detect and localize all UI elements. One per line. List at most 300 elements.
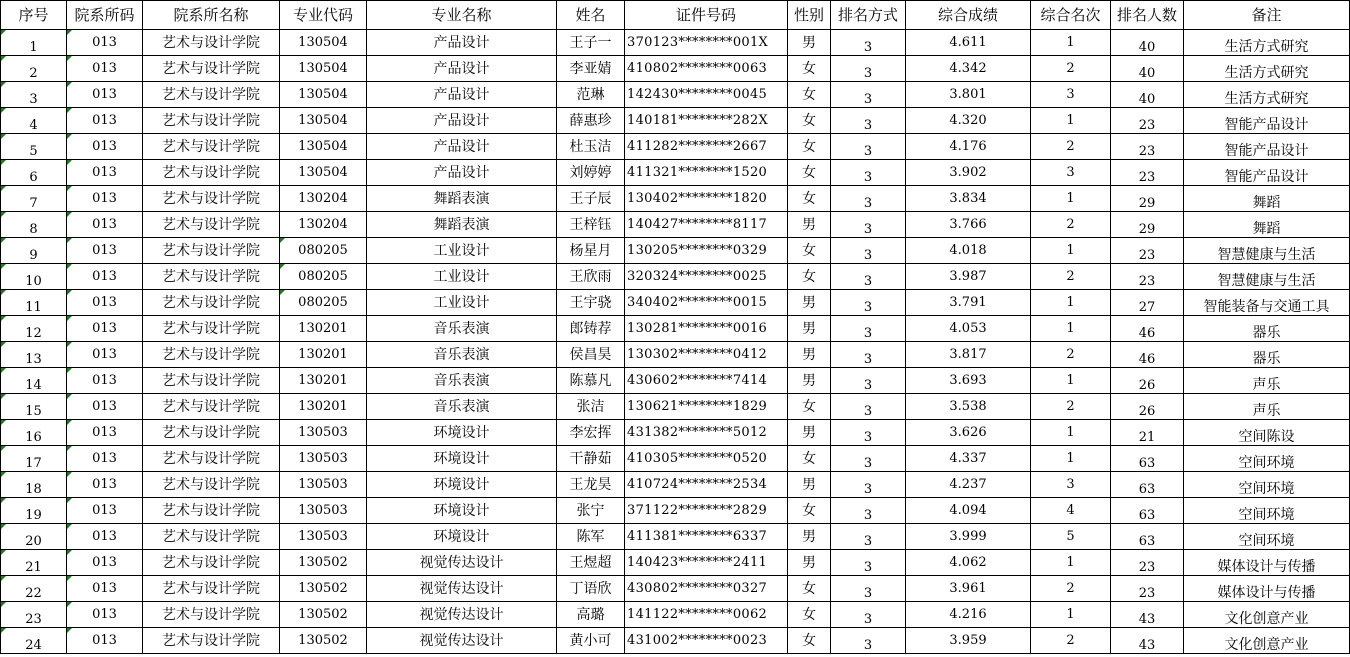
cell-col-note[interactable]: 舞蹈 [1184, 186, 1350, 212]
cell-col-rank-method[interactable]: 3 [831, 82, 906, 108]
cell-col-rank-count[interactable]: 46 [1111, 316, 1184, 342]
cell-col-dept-code[interactable]: 013 [67, 446, 143, 472]
cell-col-name[interactable]: 王煜超 [557, 550, 625, 576]
cell-col-dept-code[interactable]: 013 [67, 238, 143, 264]
cell-col-major-code[interactable]: 130201 [280, 316, 367, 342]
cell-col-name[interactable]: 陈慕凡 [557, 368, 625, 394]
cell-col-major-code[interactable]: 130201 [280, 394, 367, 420]
cell-col-gender[interactable]: 男 [788, 212, 831, 238]
cell-col-rank[interactable]: 1 [1031, 108, 1111, 134]
header-col-seq[interactable]: 序号 [1, 1, 67, 30]
cell-col-gender[interactable]: 男 [788, 290, 831, 316]
cell-col-major-name[interactable]: 产品设计 [367, 160, 557, 186]
cell-col-gender[interactable]: 男 [788, 316, 831, 342]
cell-col-note[interactable]: 媒体设计与传播 [1184, 576, 1350, 602]
cell-col-rank-count[interactable]: 63 [1111, 446, 1184, 472]
cell-col-rank-count[interactable]: 23 [1111, 134, 1184, 160]
cell-col-rank-count[interactable]: 40 [1111, 82, 1184, 108]
cell-col-rank[interactable]: 1 [1031, 550, 1111, 576]
cell-col-major-code[interactable]: 130503 [280, 524, 367, 550]
header-col-rank-count[interactable]: 排名人数 [1111, 1, 1184, 30]
cell-col-name[interactable]: 高璐 [557, 602, 625, 628]
cell-col-seq[interactable]: 11 [1, 290, 67, 316]
cell-col-dept-name[interactable]: 艺术与设计学院 [143, 446, 280, 472]
cell-col-major-name[interactable]: 音乐表演 [367, 394, 557, 420]
cell-col-dept-code[interactable]: 013 [67, 628, 143, 654]
cell-col-major-name[interactable]: 舞蹈表演 [367, 212, 557, 238]
cell-col-name[interactable]: 薛惠珍 [557, 108, 625, 134]
cell-col-major-name[interactable]: 工业设计 [367, 264, 557, 290]
header-col-rank-method[interactable]: 排名方式 [831, 1, 906, 30]
cell-col-score[interactable]: 3.626 [906, 420, 1031, 446]
cell-col-major-name[interactable]: 视觉传达设计 [367, 576, 557, 602]
cell-col-note[interactable]: 空间陈设 [1184, 420, 1350, 446]
cell-col-id-number[interactable]: 370123********001X [625, 30, 788, 56]
cell-col-rank-method[interactable]: 3 [831, 186, 906, 212]
cell-col-name[interactable]: 张洁 [557, 394, 625, 420]
cell-col-score[interactable]: 3.959 [906, 628, 1031, 654]
cell-col-dept-name[interactable]: 艺术与设计学院 [143, 264, 280, 290]
cell-col-dept-code[interactable]: 013 [67, 524, 143, 550]
cell-col-score[interactable]: 3.834 [906, 186, 1031, 212]
cell-col-rank[interactable]: 1 [1031, 186, 1111, 212]
cell-col-id-number[interactable]: 140181********282X [625, 108, 788, 134]
cell-col-dept-name[interactable]: 艺术与设计学院 [143, 290, 280, 316]
cell-col-rank[interactable]: 1 [1031, 602, 1111, 628]
cell-col-note[interactable]: 声乐 [1184, 368, 1350, 394]
cell-col-score[interactable]: 4.342 [906, 56, 1031, 82]
cell-col-dept-code[interactable]: 013 [67, 108, 143, 134]
cell-col-name[interactable]: 李亚婧 [557, 56, 625, 82]
cell-col-note[interactable]: 生活方式研究 [1184, 56, 1350, 82]
cell-col-dept-code[interactable]: 013 [67, 316, 143, 342]
cell-col-major-code[interactable]: 130502 [280, 576, 367, 602]
cell-col-rank[interactable]: 5 [1031, 524, 1111, 550]
cell-col-major-name[interactable]: 工业设计 [367, 238, 557, 264]
cell-col-dept-code[interactable]: 013 [67, 420, 143, 446]
cell-col-id-number[interactable]: 410724********2534 [625, 472, 788, 498]
cell-col-major-code[interactable]: 130504 [280, 134, 367, 160]
cell-col-note[interactable]: 智慧健康与生活 [1184, 238, 1350, 264]
cell-col-seq[interactable]: 22 [1, 576, 67, 602]
cell-col-id-number[interactable]: 130302********0412 [625, 342, 788, 368]
cell-col-rank-method[interactable]: 3 [831, 472, 906, 498]
cell-col-major-name[interactable]: 环境设计 [367, 498, 557, 524]
cell-col-id-number[interactable]: 141122********0062 [625, 602, 788, 628]
cell-col-rank-count[interactable]: 23 [1111, 576, 1184, 602]
cell-col-rank[interactable]: 2 [1031, 576, 1111, 602]
cell-col-seq[interactable]: 12 [1, 316, 67, 342]
cell-col-dept-name[interactable]: 艺术与设计学院 [143, 134, 280, 160]
cell-col-note[interactable]: 空间环境 [1184, 472, 1350, 498]
cell-col-seq[interactable]: 8 [1, 212, 67, 238]
cell-col-score[interactable]: 3.999 [906, 524, 1031, 550]
cell-col-dept-code[interactable]: 013 [67, 82, 143, 108]
cell-col-dept-name[interactable]: 艺术与设计学院 [143, 524, 280, 550]
cell-col-seq[interactable]: 23 [1, 602, 67, 628]
cell-col-major-name[interactable]: 音乐表演 [367, 316, 557, 342]
cell-col-name[interactable]: 王梓钰 [557, 212, 625, 238]
cell-col-note[interactable]: 智慧健康与生活 [1184, 264, 1350, 290]
cell-col-seq[interactable]: 15 [1, 394, 67, 420]
cell-col-id-number[interactable]: 130402********1820 [625, 186, 788, 212]
cell-col-rank-count[interactable]: 23 [1111, 550, 1184, 576]
cell-col-major-name[interactable]: 环境设计 [367, 446, 557, 472]
cell-col-rank[interactable]: 1 [1031, 316, 1111, 342]
cell-col-rank[interactable]: 2 [1031, 264, 1111, 290]
cell-col-gender[interactable]: 女 [788, 82, 831, 108]
cell-col-score[interactable]: 3.766 [906, 212, 1031, 238]
cell-col-id-number[interactable]: 130621********1829 [625, 394, 788, 420]
cell-col-dept-code[interactable]: 013 [67, 472, 143, 498]
cell-col-note[interactable]: 舞蹈 [1184, 212, 1350, 238]
cell-col-major-name[interactable]: 视觉传达设计 [367, 602, 557, 628]
cell-col-dept-code[interactable]: 013 [67, 30, 143, 56]
cell-col-rank-count[interactable]: 46 [1111, 342, 1184, 368]
cell-col-rank-count[interactable]: 21 [1111, 420, 1184, 446]
cell-col-seq[interactable]: 10 [1, 264, 67, 290]
cell-col-note[interactable]: 文化创意产业 [1184, 628, 1350, 654]
cell-col-name[interactable]: 王龙昊 [557, 472, 625, 498]
cell-col-seq[interactable]: 1 [1, 30, 67, 56]
cell-col-name[interactable]: 王子辰 [557, 186, 625, 212]
cell-col-score[interactable]: 3.987 [906, 264, 1031, 290]
cell-col-dept-code[interactable]: 013 [67, 134, 143, 160]
cell-col-seq[interactable]: 17 [1, 446, 67, 472]
cell-col-dept-name[interactable]: 艺术与设计学院 [143, 160, 280, 186]
cell-col-rank-method[interactable]: 3 [831, 316, 906, 342]
cell-col-rank[interactable]: 2 [1031, 134, 1111, 160]
cell-col-score[interactable]: 3.902 [906, 160, 1031, 186]
cell-col-rank-count[interactable]: 63 [1111, 498, 1184, 524]
cell-col-rank[interactable]: 4 [1031, 498, 1111, 524]
cell-col-major-name[interactable]: 环境设计 [367, 472, 557, 498]
header-col-name[interactable]: 姓名 [557, 1, 625, 30]
cell-col-gender[interactable]: 女 [788, 498, 831, 524]
cell-col-rank-method[interactable]: 3 [831, 394, 906, 420]
cell-col-rank[interactable]: 3 [1031, 160, 1111, 186]
cell-col-name[interactable]: 张宁 [557, 498, 625, 524]
cell-col-major-code[interactable]: 130201 [280, 368, 367, 394]
cell-col-rank[interactable]: 1 [1031, 238, 1111, 264]
cell-col-dept-name[interactable]: 艺术与设计学院 [143, 30, 280, 56]
cell-col-note[interactable]: 空间环境 [1184, 524, 1350, 550]
cell-col-dept-code[interactable]: 013 [67, 394, 143, 420]
cell-col-rank-method[interactable]: 3 [831, 108, 906, 134]
cell-col-major-code[interactable]: 130503 [280, 498, 367, 524]
cell-col-id-number[interactable]: 320324********0025 [625, 264, 788, 290]
cell-col-dept-name[interactable]: 艺术与设计学院 [143, 82, 280, 108]
cell-col-rank-method[interactable]: 3 [831, 368, 906, 394]
cell-col-id-number[interactable]: 140427********8117 [625, 212, 788, 238]
cell-col-seq[interactable]: 20 [1, 524, 67, 550]
header-col-gender[interactable]: 性别 [788, 1, 831, 30]
cell-col-rank-count[interactable]: 23 [1111, 160, 1184, 186]
cell-col-name[interactable]: 范琳 [557, 82, 625, 108]
cell-col-rank-count[interactable]: 43 [1111, 628, 1184, 654]
cell-col-dept-name[interactable]: 艺术与设计学院 [143, 576, 280, 602]
cell-col-seq[interactable]: 3 [1, 82, 67, 108]
cell-col-gender[interactable]: 男 [788, 368, 831, 394]
cell-col-major-name[interactable]: 音乐表演 [367, 368, 557, 394]
cell-col-seq[interactable]: 14 [1, 368, 67, 394]
cell-col-rank[interactable]: 2 [1031, 212, 1111, 238]
cell-col-rank[interactable]: 1 [1031, 420, 1111, 446]
cell-col-name[interactable]: 郎铸荐 [557, 316, 625, 342]
cell-col-rank-method[interactable]: 3 [831, 264, 906, 290]
cell-col-major-code[interactable]: 130204 [280, 212, 367, 238]
cell-col-id-number[interactable]: 340402********0015 [625, 290, 788, 316]
cell-col-rank-method[interactable]: 3 [831, 290, 906, 316]
cell-col-rank-method[interactable]: 3 [831, 498, 906, 524]
cell-col-note[interactable]: 生活方式研究 [1184, 82, 1350, 108]
cell-col-score[interactable]: 3.791 [906, 290, 1031, 316]
cell-col-score[interactable]: 3.801 [906, 82, 1031, 108]
cell-col-dept-code[interactable]: 013 [67, 160, 143, 186]
cell-col-gender[interactable]: 女 [788, 238, 831, 264]
cell-col-dept-name[interactable]: 艺术与设计学院 [143, 56, 280, 82]
cell-col-id-number[interactable]: 371122********2829 [625, 498, 788, 524]
cell-col-note[interactable]: 空间环境 [1184, 446, 1350, 472]
cell-col-major-code[interactable]: 130503 [280, 420, 367, 446]
cell-col-note[interactable]: 智能产品设计 [1184, 134, 1350, 160]
cell-col-rank-method[interactable]: 3 [831, 56, 906, 82]
cell-col-seq[interactable]: 13 [1, 342, 67, 368]
cell-col-seq[interactable]: 18 [1, 472, 67, 498]
cell-col-dept-name[interactable]: 艺术与设计学院 [143, 108, 280, 134]
cell-col-note[interactable]: 智能产品设计 [1184, 160, 1350, 186]
cell-col-name[interactable]: 陈军 [557, 524, 625, 550]
cell-col-rank[interactable]: 2 [1031, 342, 1111, 368]
cell-col-seq[interactable]: 24 [1, 628, 67, 654]
cell-col-dept-name[interactable]: 艺术与设计学院 [143, 186, 280, 212]
cell-col-rank[interactable]: 2 [1031, 628, 1111, 654]
cell-col-major-code[interactable]: 130504 [280, 30, 367, 56]
cell-col-gender[interactable]: 男 [788, 524, 831, 550]
cell-col-rank-count[interactable]: 43 [1111, 602, 1184, 628]
cell-col-major-name[interactable]: 视觉传达设计 [367, 628, 557, 654]
cell-col-note[interactable]: 文化创意产业 [1184, 602, 1350, 628]
cell-col-gender[interactable]: 男 [788, 550, 831, 576]
cell-col-major-name[interactable]: 音乐表演 [367, 342, 557, 368]
cell-col-score[interactable]: 4.611 [906, 30, 1031, 56]
cell-col-dept-name[interactable]: 艺术与设计学院 [143, 238, 280, 264]
cell-col-id-number[interactable]: 140423********2411 [625, 550, 788, 576]
cell-col-gender[interactable]: 女 [788, 446, 831, 472]
cell-col-score[interactable]: 3.817 [906, 342, 1031, 368]
header-col-id-number[interactable]: 证件号码 [625, 1, 788, 30]
cell-col-dept-code[interactable]: 013 [67, 576, 143, 602]
cell-col-major-code[interactable]: 130503 [280, 472, 367, 498]
cell-col-rank-method[interactable]: 3 [831, 342, 906, 368]
cell-col-dept-name[interactable]: 艺术与设计学院 [143, 212, 280, 238]
cell-col-rank-method[interactable]: 3 [831, 628, 906, 654]
cell-col-id-number[interactable]: 142430********0045 [625, 82, 788, 108]
cell-col-dept-code[interactable]: 013 [67, 368, 143, 394]
cell-col-major-code[interactable]: 130504 [280, 108, 367, 134]
cell-col-major-name[interactable]: 环境设计 [367, 524, 557, 550]
cell-col-rank[interactable]: 1 [1031, 446, 1111, 472]
cell-col-dept-code[interactable]: 013 [67, 602, 143, 628]
cell-col-gender[interactable]: 男 [788, 342, 831, 368]
cell-col-gender[interactable]: 女 [788, 160, 831, 186]
cell-col-major-code[interactable]: 080205 [280, 264, 367, 290]
cell-col-rank-method[interactable]: 3 [831, 420, 906, 446]
cell-col-rank[interactable]: 1 [1031, 368, 1111, 394]
cell-col-rank-count[interactable]: 26 [1111, 368, 1184, 394]
cell-col-score[interactable]: 4.337 [906, 446, 1031, 472]
cell-col-id-number[interactable]: 410802********0063 [625, 56, 788, 82]
cell-col-major-code[interactable]: 130204 [280, 186, 367, 212]
cell-col-gender[interactable]: 女 [788, 186, 831, 212]
cell-col-seq[interactable]: 4 [1, 108, 67, 134]
cell-col-gender[interactable]: 女 [788, 394, 831, 420]
cell-col-note[interactable]: 智能产品设计 [1184, 108, 1350, 134]
cell-col-major-code[interactable]: 130504 [280, 160, 367, 186]
cell-col-note[interactable]: 空间环境 [1184, 498, 1350, 524]
cell-col-dept-name[interactable]: 艺术与设计学院 [143, 394, 280, 420]
cell-col-gender[interactable]: 男 [788, 30, 831, 56]
cell-col-score[interactable]: 3.961 [906, 576, 1031, 602]
cell-col-dept-name[interactable]: 艺术与设计学院 [143, 316, 280, 342]
cell-col-gender[interactable]: 女 [788, 602, 831, 628]
cell-col-rank-method[interactable]: 3 [831, 212, 906, 238]
cell-col-name[interactable]: 干静茹 [557, 446, 625, 472]
cell-col-gender[interactable]: 女 [788, 628, 831, 654]
cell-col-major-name[interactable]: 视觉传达设计 [367, 550, 557, 576]
cell-col-score[interactable]: 4.062 [906, 550, 1031, 576]
cell-col-rank-method[interactable]: 3 [831, 446, 906, 472]
cell-col-id-number[interactable]: 411381********6337 [625, 524, 788, 550]
cell-col-major-name[interactable]: 产品设计 [367, 56, 557, 82]
cell-col-name[interactable]: 丁语欣 [557, 576, 625, 602]
cell-col-rank[interactable]: 2 [1031, 56, 1111, 82]
cell-col-dept-name[interactable]: 艺术与设计学院 [143, 368, 280, 394]
cell-col-id-number[interactable]: 431002********0023 [625, 628, 788, 654]
cell-col-score[interactable]: 4.176 [906, 134, 1031, 160]
cell-col-id-number[interactable]: 130281********0016 [625, 316, 788, 342]
header-col-rank[interactable]: 综合名次 [1031, 1, 1111, 30]
header-col-score[interactable]: 综合成绩 [906, 1, 1031, 30]
cell-col-id-number[interactable]: 411321********1520 [625, 160, 788, 186]
cell-col-dept-code[interactable]: 013 [67, 342, 143, 368]
cell-col-note[interactable]: 媒体设计与传播 [1184, 550, 1350, 576]
header-col-dept-name[interactable]: 院系所名称 [143, 1, 280, 30]
cell-col-rank-method[interactable]: 3 [831, 238, 906, 264]
cell-col-gender[interactable]: 女 [788, 576, 831, 602]
cell-col-rank-method[interactable]: 3 [831, 524, 906, 550]
cell-col-name[interactable]: 李宏挥 [557, 420, 625, 446]
cell-col-rank-method[interactable]: 3 [831, 160, 906, 186]
cell-col-major-name[interactable]: 产品设计 [367, 134, 557, 160]
cell-col-id-number[interactable]: 410305********0520 [625, 446, 788, 472]
cell-col-rank[interactable]: 3 [1031, 82, 1111, 108]
cell-col-rank-count[interactable]: 29 [1111, 212, 1184, 238]
cell-col-score[interactable]: 4.053 [906, 316, 1031, 342]
cell-col-major-name[interactable]: 产品设计 [367, 108, 557, 134]
cell-col-note[interactable]: 器乐 [1184, 342, 1350, 368]
cell-col-rank[interactable]: 1 [1031, 30, 1111, 56]
cell-col-dept-code[interactable]: 013 [67, 56, 143, 82]
cell-col-seq[interactable]: 19 [1, 498, 67, 524]
cell-col-major-code[interactable]: 130502 [280, 628, 367, 654]
cell-col-major-name[interactable]: 产品设计 [367, 82, 557, 108]
cell-col-rank-count[interactable]: 23 [1111, 238, 1184, 264]
cell-col-name[interactable]: 王宇骁 [557, 290, 625, 316]
cell-col-note[interactable]: 智能装备与交通工具 [1184, 290, 1350, 316]
cell-col-major-code[interactable]: 080205 [280, 238, 367, 264]
cell-col-rank[interactable]: 1 [1031, 290, 1111, 316]
cell-col-dept-name[interactable]: 艺术与设计学院 [143, 498, 280, 524]
cell-col-name[interactable]: 刘婷婷 [557, 160, 625, 186]
cell-col-seq[interactable]: 2 [1, 56, 67, 82]
cell-col-note[interactable]: 声乐 [1184, 394, 1350, 420]
cell-col-score[interactable]: 4.320 [906, 108, 1031, 134]
cell-col-seq[interactable]: 16 [1, 420, 67, 446]
cell-col-score[interactable]: 3.538 [906, 394, 1031, 420]
cell-col-major-code[interactable]: 130504 [280, 82, 367, 108]
cell-col-dept-code[interactable]: 013 [67, 290, 143, 316]
cell-col-dept-code[interactable]: 013 [67, 550, 143, 576]
cell-col-rank-count[interactable]: 40 [1111, 56, 1184, 82]
cell-col-note[interactable]: 生活方式研究 [1184, 30, 1350, 56]
cell-col-score[interactable]: 4.237 [906, 472, 1031, 498]
cell-col-seq[interactable]: 9 [1, 238, 67, 264]
cell-col-dept-code[interactable]: 013 [67, 186, 143, 212]
cell-col-score[interactable]: 3.693 [906, 368, 1031, 394]
cell-col-rank-count[interactable]: 26 [1111, 394, 1184, 420]
cell-col-dept-name[interactable]: 艺术与设计学院 [143, 342, 280, 368]
cell-col-seq[interactable]: 5 [1, 134, 67, 160]
cell-col-rank-count[interactable]: 29 [1111, 186, 1184, 212]
cell-col-id-number[interactable]: 411282********2667 [625, 134, 788, 160]
cell-col-rank[interactable]: 3 [1031, 472, 1111, 498]
cell-col-gender[interactable]: 女 [788, 134, 831, 160]
cell-col-name[interactable]: 杜玉洁 [557, 134, 625, 160]
cell-col-gender[interactable]: 女 [788, 56, 831, 82]
cell-col-gender[interactable]: 男 [788, 420, 831, 446]
cell-col-name[interactable]: 侯昌昊 [557, 342, 625, 368]
cell-col-major-name[interactable]: 舞蹈表演 [367, 186, 557, 212]
cell-col-rank-count[interactable]: 27 [1111, 290, 1184, 316]
cell-col-score[interactable]: 4.018 [906, 238, 1031, 264]
cell-col-major-code[interactable]: 080205 [280, 290, 367, 316]
cell-col-dept-code[interactable]: 013 [67, 264, 143, 290]
cell-col-rank-count[interactable]: 63 [1111, 472, 1184, 498]
cell-col-major-code[interactable]: 130201 [280, 342, 367, 368]
cell-col-dept-name[interactable]: 艺术与设计学院 [143, 472, 280, 498]
header-col-note[interactable]: 备注 [1184, 1, 1350, 30]
cell-col-seq[interactable]: 7 [1, 186, 67, 212]
cell-col-major-code[interactable]: 130502 [280, 550, 367, 576]
cell-col-rank-count[interactable]: 63 [1111, 524, 1184, 550]
cell-col-rank-count[interactable]: 23 [1111, 264, 1184, 290]
cell-col-major-name[interactable]: 工业设计 [367, 290, 557, 316]
cell-col-major-code[interactable]: 130504 [280, 56, 367, 82]
cell-col-rank-method[interactable]: 3 [831, 550, 906, 576]
cell-col-rank-method[interactable]: 3 [831, 602, 906, 628]
cell-col-name[interactable]: 杨星月 [557, 238, 625, 264]
cell-col-id-number[interactable]: 431382********5012 [625, 420, 788, 446]
cell-col-major-name[interactable]: 环境设计 [367, 420, 557, 446]
cell-col-seq[interactable]: 21 [1, 550, 67, 576]
cell-col-score[interactable]: 4.094 [906, 498, 1031, 524]
cell-col-id-number[interactable]: 430602********7414 [625, 368, 788, 394]
cell-col-id-number[interactable]: 130205********0329 [625, 238, 788, 264]
cell-col-name[interactable]: 王子一 [557, 30, 625, 56]
cell-col-gender[interactable]: 女 [788, 108, 831, 134]
cell-col-dept-name[interactable]: 艺术与设计学院 [143, 602, 280, 628]
